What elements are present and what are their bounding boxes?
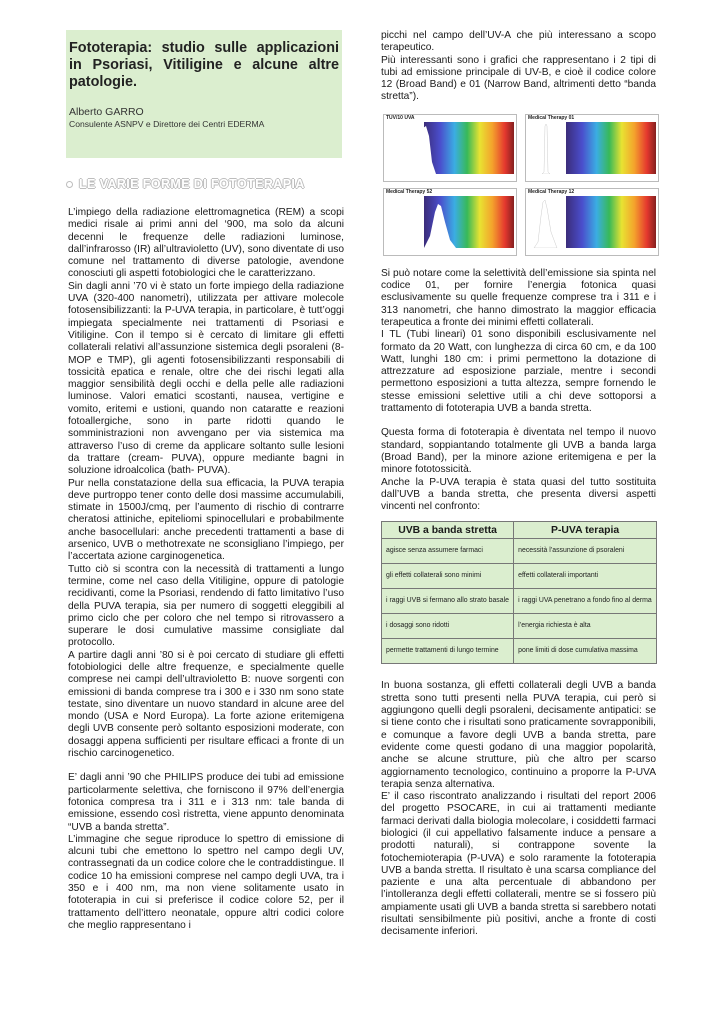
paragraph: Questa forma di fototerapia è diventata nel tempo il nuovo standard, soppiantando totalmente gli UVB a banda larga (Broad Band), per la minore azione eritemigena e per la minore fototossicità. [381,427,656,476]
author-name: Alberto GARRO [69,106,144,118]
table-row [382,589,657,614]
spectrum-plot [532,196,656,248]
spectrum-chart [383,114,517,182]
table-cell: pone limiti di dose cumulativa massima [514,639,657,664]
paragraph: E’ il caso riscontrato analizzando i risultati del report 2006 del progetto PSOCARE, in cui ai trattamenti mediante farmaci derivati dalla biologia molecolare, i cosiddetti farmaci biologici (il cui appellativo falsamente induce a pensare a prodotti naturali), si contrappone sovente la fotochemioterapia (P-UVA) e solo raramente la fototerapia UVB a banda stretta. Il risultato è una scarsa compliance del paziente e una alta percentuale di abbandono per l’intolleranza degli effetti collaterali, mentre se si fossero più ampiamente usati gli UVB a banda stretta si sarebbero notati risultati sensibilmente più positivi, anche a fronte di costi decisamente inferiori. [381,791,656,938]
paragraph: Sin dagli anni ’70 vi è stato un forte impiego della radiazione UVA (320-400 nanometri), utilizzata per attivare molecole fotosensibilizzanti: la P-UVA terapia, in particolare, è tutt’oggi impiegata specialmente nei trattamenti di Psoriasi e Vitiligine. Con il tempo si è cercato di limitare gli effetti collaterali relativi all’assunzione sistemica degli psoraleni (8-MOP e TMP), gli agenti fotosensibilizzanti responsabili di tossicità epatica e renale, oltre che dei rischi legati alla maggior sensibilità degli occhi e della pelle alle radiazioni luminose. Valori ematici scostanti, nausea, vertigine e vomito, eritemi e ustioni, quando non cataratte e reazioni fotoallergiche, sono in parte ridotti quando le somministrazioni non avvengano per via sistemica ma attraverso l’uso di creme da applicare soltanto sulle lesioni da trattare (cream- PUVA), oppure mediante bagni in soluzione idroalcolica (bath- PUVA). [68,280,344,477]
paragraph: Più interessanti sono i grafici che rappresentano i 2 tipi di tubi ad emissione principale di UV-B, e cioè il codice colore 12 (Broad Band) e 01 (Narrow Band, altrimenti detto “banda stretta”). [381,54,656,103]
bullet-icon [66,181,73,188]
title-box [66,30,342,158]
paragraph: Si può notare come la selettività dell’emissione sia spinta nel codice 01, per fornire l’energia fotonica quasi esclusivamente su quelle frequenze comprese tra i 311 e i 313 nanometri, che hanno dimostrato la maggior efficacia terapeutica a fronte dei minimi effetti collaterali. [381,267,656,328]
spectrum-plot [532,122,656,174]
paragraph: picchi nel campo dell’UV-A che più interessano a scopo terapeutico. [381,30,656,54]
paragraph: In buona sostanza, gli effetti collaterali degli UVB a banda stretta sono tutti presenti nella PUVA terapia, cui però si aggiungono quelli degli psoraleni, decisamente antipatici: se si tiene conto che i risultati sono praticamente sovrapponibili, e comunque a favore degli UVB a banda stretta, pare evidente come questi godano di una maggior popolarità, anche se alcune strutture, più che altro per scarso aggiornamento tecnologico, continuino a proporre la P-UVA terapia senza alternativa. [381,680,656,790]
spectrum-band [566,122,656,174]
paragraph-gap [68,760,344,772]
table-header: UVB a banda stretta [382,522,514,539]
table-row [382,539,657,564]
spectrum-band [424,122,514,174]
table-cell: i raggi UVB si fermano allo strato basale [382,589,514,614]
section-heading [66,177,344,191]
spectrum-band [566,196,656,248]
left-text [68,207,344,932]
spectrum-chart [525,114,659,182]
article-title: Fototerapia: studio sulle applicazioni in Psoriasi, Vitiligine e alcune altre patologie. [69,40,339,90]
spectrum-chart [525,188,659,256]
paragraph: Anche la P-UVA terapia è stata quasi del tutto sostituita dall’UVB a banda stretta, che presenta diversi aspetti vincenti nel confronto: [381,476,656,513]
table-cell: i dosaggi sono ridotti [382,614,514,639]
right-column [381,30,656,939]
table-cell: l’energia richiesta è alta [514,614,657,639]
spectrum-label: Medical Therapy 12 [528,188,575,195]
paragraph: I TL (Tubi lineari) 01 sono disponibili esclusivamente nel formato da 20 Watt, con lunghezza di circa 60 cm, e da 100 Watt, lunghi 180 cm: i primi permettono la dotazione di attrezzature ad esposizione parziale, mentre i secondi permettono esposizioni a tutta altezza, sempre fornendo le stesse emissioni selettive utili a chi deve sottoporsi a trattamento di fototerapia UVB a banda stretta. [381,329,656,415]
author-role: Consulente ASNPV e Direttore dei Centri EDERMA [69,119,265,129]
left-column [68,30,344,932]
paragraph: A partire dagli anni ’80 si è poi cercato di studiare gli effetti fotobiologici delle altre frequenze, e specialmente quelle comprese nei campi dell’ultravioletto B: nuove sorgenti con emissioni di banda comprese tra i 300 e i 330 nm sono state testate, sino diventare un nuovo standard in alcune aree del mondo (USA e Nord Europa). La forte azione eritemigena degli UVB consente però soltanto esposizioni moderate, con dosaggi appena sufficienti per risultare efficaci a fronte di un rischio carcinogenetico. [68,649,344,760]
spectrum-chart [383,188,517,256]
table-cell: agisce senza assumere farmaci [382,539,514,564]
paragraph-gap [381,415,656,427]
table-cell: permette trattamenti di lungo termine [382,639,514,664]
emission-curve [542,124,550,174]
table-cell: gli effetti collaterali sono minimi [382,564,514,589]
table-cell: necessità l’assunzione di psoraleni [514,539,657,564]
paragraph: L’immagine che segue riproduce lo spettro di emissione di alcuni tubi che emettono lo spettro nel campo degli UV, contrassegnati da un codice colore che le contraddistingue. Il codice 10 ha emissioni comprese nel campo degli UVA, tra i 350 e i 400 nm, ma non viene solitamente usato in fototerapia in cui si preferisce il codice colore 52, per il trattamento dell’ittero neonatale, oppure altri codici colore che meglio rappresentano i [68,833,344,931]
table-header: P-UVA terapia [514,522,657,539]
table-row [382,639,657,664]
section-title: LE VARIE FORME DI FOTOTERAPIA [79,177,305,191]
paragraph: Pur nella constatazione della sua efficacia, la PUVA terapia deve purtroppo tener conto delle dosi massime accumulabili, stimate in 1500J/cmq, per l’aumento di rischio di contrarre cheratosi attiniche, epiteliomi spinocellulari e probabilmente anche basocellulari: anche precedenti trattamenti a base di arsenico, UVB o methotrexate ne sconsigliano l’impiego, per l’accertata azione carginogenetica. [68,477,344,563]
emission-curve [534,200,557,248]
spectrum-plot [390,196,514,248]
spectrum-label: Medical Therapy 01 [528,114,575,121]
spectrum-label: TUV/10 UVA [386,114,415,121]
spectra-figure [383,114,656,256]
table-row [382,564,657,589]
table-row [382,614,657,639]
table-cell: effetti collaterali importanti [514,564,657,589]
spectrum-plot [390,122,514,174]
paragraph: L’impiego della radiazione elettromagnetica (REM) a scopi medici risale ai primi anni del ‘900, ma solo da alcuni decenni le frequenze delle radiazioni luminose, dall’infrarosso (IR) all’ultravioletto (UV), sono diventate di uso comune nel trattamento di diverse patologie, avendone conosciuti gli aspetti fotobiologici che le caratterizzano. [68,207,344,280]
table-cell: i raggi UVA penetrano a fondo fino al derma [514,589,657,614]
table-header-row [382,522,657,539]
paragraph: E’ dagli anni ’90 che PHILIPS produce dei tubi ad emissione particolarmente selettiva, che forniscono il 97% dell’energia fotonica compresa tra i 311 e i 313 nm: tale banda di emissione, essendo così ristretta, viene appunto denominata “UVB a banda stretta”. [68,772,344,833]
comparison-table [381,521,657,664]
paragraph: Tutto ciò si scontra con la necessità di trattamenti a lungo termine, come nel caso della Vitiligine, oppure di patologie recidivanti, come la Psoriasi, rendendo di fatto limitativo l’uso della PUVA terapia, sia per numero di soggetti eleggibili al primo ciclo che per coloro che nel tempo si ritrovassero a superare le dosi cumulative massime consigliate dal protocollo. [68,563,344,649]
spectrum-label: Medical Therapy 52 [386,188,433,195]
